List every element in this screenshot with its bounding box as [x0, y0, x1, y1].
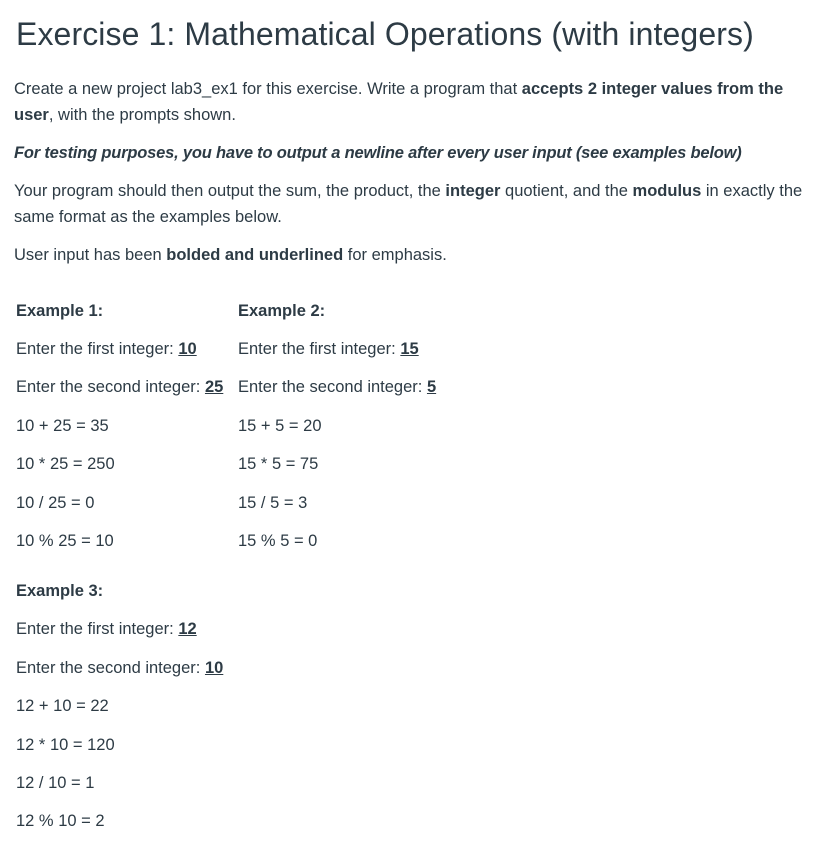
- example1-product: 10 * 25 = 250: [16, 455, 115, 474]
- example1-prompt-first: [12, 330, 234, 368]
- prompt-text: Enter the second integer:: [16, 658, 205, 677]
- example3-modulus: 12 % 10 = 2: [16, 812, 105, 831]
- prompt-text: Enter the second integer:: [238, 378, 427, 397]
- table-row: [12, 369, 438, 407]
- example1-modulus: 10 % 25 = 10: [16, 532, 114, 551]
- intro-paragraph: [14, 76, 814, 128]
- example2-header: Example 2:: [238, 301, 326, 320]
- user-input: 5: [426, 378, 437, 397]
- example3-product: 12 * 10 = 120: [16, 735, 115, 754]
- intro-bold-text: accepts 2 integer values from the user: [14, 80, 784, 124]
- user-input: 10: [204, 658, 224, 677]
- example3-prompt-first: [16, 614, 223, 652]
- table-row: [12, 292, 438, 330]
- example1-header: Example 1:: [16, 301, 104, 320]
- example3-header: Example 3:: [16, 582, 104, 600]
- example3: [16, 576, 223, 845]
- example1-prompt-second: [12, 369, 234, 407]
- output-text: Your program should then output the sum, the product, the: [14, 182, 446, 200]
- example3-prompt-second: [16, 653, 223, 691]
- user-input: 15: [400, 340, 419, 359]
- example2-prompt-first: [234, 330, 438, 368]
- prompt-text: Enter the first integer:: [16, 340, 179, 359]
- emphasis-bold-text: bolded and underlined: [166, 246, 344, 264]
- user-input: 10: [178, 340, 197, 359]
- emphasis-paragraph: [14, 242, 814, 268]
- emphasis-text-end: for emphasis.: [343, 246, 447, 264]
- output-text-mid: quotient, and the: [500, 182, 633, 200]
- table-row: [12, 522, 438, 560]
- table-row: [12, 484, 438, 522]
- example1-quotient: 10 / 25 = 0: [16, 493, 95, 512]
- user-input: 25: [204, 378, 224, 397]
- example1-sum: 10 + 25 = 35: [16, 416, 109, 435]
- intro-text: Create a new project lab3_ex1 for this exercise. Write a program that: [14, 80, 522, 98]
- example2-quotient: 15 / 5 = 3: [238, 493, 308, 512]
- example2-product: 15 * 5 = 75: [238, 455, 319, 474]
- prompt-text: Enter the first integer:: [238, 340, 401, 359]
- prompt-text: Enter the first integer:: [16, 620, 179, 639]
- page-title: Exercise 1: Mathematical Operations (with integers): [16, 16, 754, 52]
- example3-quotient: 12 / 10 = 1: [16, 773, 95, 792]
- output-text-end: in exactly the same format as the examples below.: [14, 182, 803, 226]
- prompt-text: Enter the second integer:: [16, 378, 205, 397]
- example3-sum: 12 + 10 = 22: [16, 697, 109, 716]
- modulus-bold-text: modulus: [632, 182, 702, 200]
- examples-table: [12, 292, 438, 561]
- table-row: [12, 330, 438, 368]
- user-input: 12: [178, 620, 197, 639]
- table-row: [12, 446, 438, 484]
- example2-modulus: 15 % 5 = 0: [238, 532, 318, 551]
- table-row: [12, 407, 438, 445]
- emphasis-text: User input has been: [14, 246, 167, 264]
- integer-bold-text: integer: [445, 182, 501, 200]
- example2-sum: 15 + 5 = 20: [238, 416, 322, 435]
- output-paragraph: [14, 178, 814, 230]
- example2-prompt-second: [234, 369, 438, 407]
- intro-text-end: , with the prompts shown.: [48, 106, 236, 124]
- testing-note: For testing purposes, you have to output a newline after every user input (see examples below): [14, 144, 742, 162]
